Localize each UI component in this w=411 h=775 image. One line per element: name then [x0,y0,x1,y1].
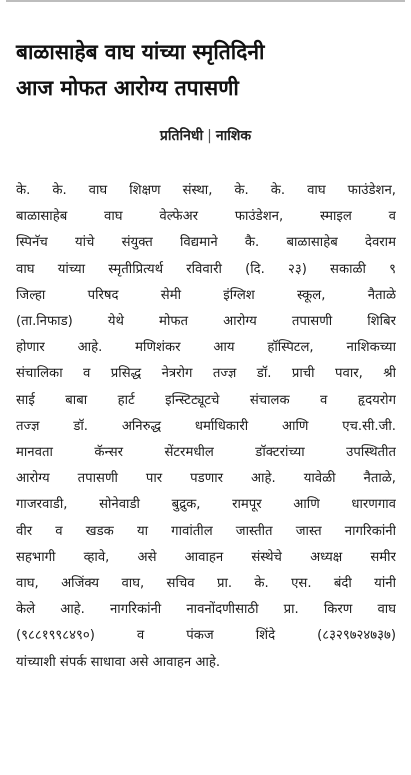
body-line: (ता.निफाड) येथे मोफत आरोग्य तपासणी शिबिर [16,314,396,330]
body-line: वीर व खडक या गावांतील जास्तीत जास्त नागरिकांनी [16,523,396,539]
body-line: के. के. वाघ शिक्षण संस्था, के. के. वाघ फाउंडेशन, [16,183,396,198]
byline-separator: | [207,128,212,144]
body-line: वाघ यांच्या स्मृतीप्रित्यर्थ रविवारी (दि. २३) सकाळी ९ [16,261,396,277]
body-line: बाळासाहेब वाघ वेल्फेअर फाउंडेशन, स्माइल व [16,209,396,225]
body-line: साई बाबा हार्ट इन्स्टिट्यूटचे संचालक व हृदयरोग [16,392,396,408]
body-line: होणार आहे. मणिशंकर आय हॉस्पिटल, नाशिकच्या [16,340,396,356]
article-body [16,178,396,676]
body-line: जिल्हा परिषद सेमी इंग्लिश स्कूल, नैताळे [16,287,396,303]
headline-line-1: बाळासाहेब वाघ यांच्या स्मृतिदिनी [16,40,265,64]
byline-author: प्रतिनिधी [159,128,204,144]
byline-location: नाशिक [215,128,252,144]
body-line: स्पिनॅच यांचे संयुक्त विद्यमाने कै. बाळासाहेब देवराम [16,235,396,251]
body-line: (९८८१९९८४९०) व पंकज शिंदे (८३२९७२४७३७) [16,628,396,644]
body-line: संचालिका व प्रसिद्ध नेत्ररोग तज्ज्ञ डॉ. प्राची पवार, श्री [16,366,396,382]
body-line: मानवता कॅन्सर सेंटरमधील डॉक्टरांच्या उपस्थितीत [16,445,396,461]
byline [0,126,411,145]
body-line: सहभागी व्हावे, असे आवाहन संस्थेचे अध्यक्ष समीर [16,549,396,565]
headline-line-2: आज मोफत आरोग्य तपासणी [16,76,239,100]
body-line: आरोग्य तपासणी पार पडणार आहे. यावेळी नैताळे, [16,471,396,487]
body-line: तज्ज्ञ डॉ. अनिरुद्ध धर्माधिकारी आणि एच.सी.जी. [16,418,396,434]
body-line: यांच्याशी संपर्क साधावा असे आवाहन आहे. [16,654,221,670]
top-divider [6,0,405,2]
body-line: केले आहे. नागरिकांनी नावनोंदणीसाठी प्रा. किरण वाघ [16,602,396,618]
body-line: वाघ, अजिंक्य वाघ, सचिव प्रा. के. एस. बंदी यांनी [16,576,396,592]
article-headline [16,34,396,106]
body-line: गाजरवाडी, सोनेवाडी बुद्रुक, रामपूर आणि धारणगाव [16,497,396,513]
